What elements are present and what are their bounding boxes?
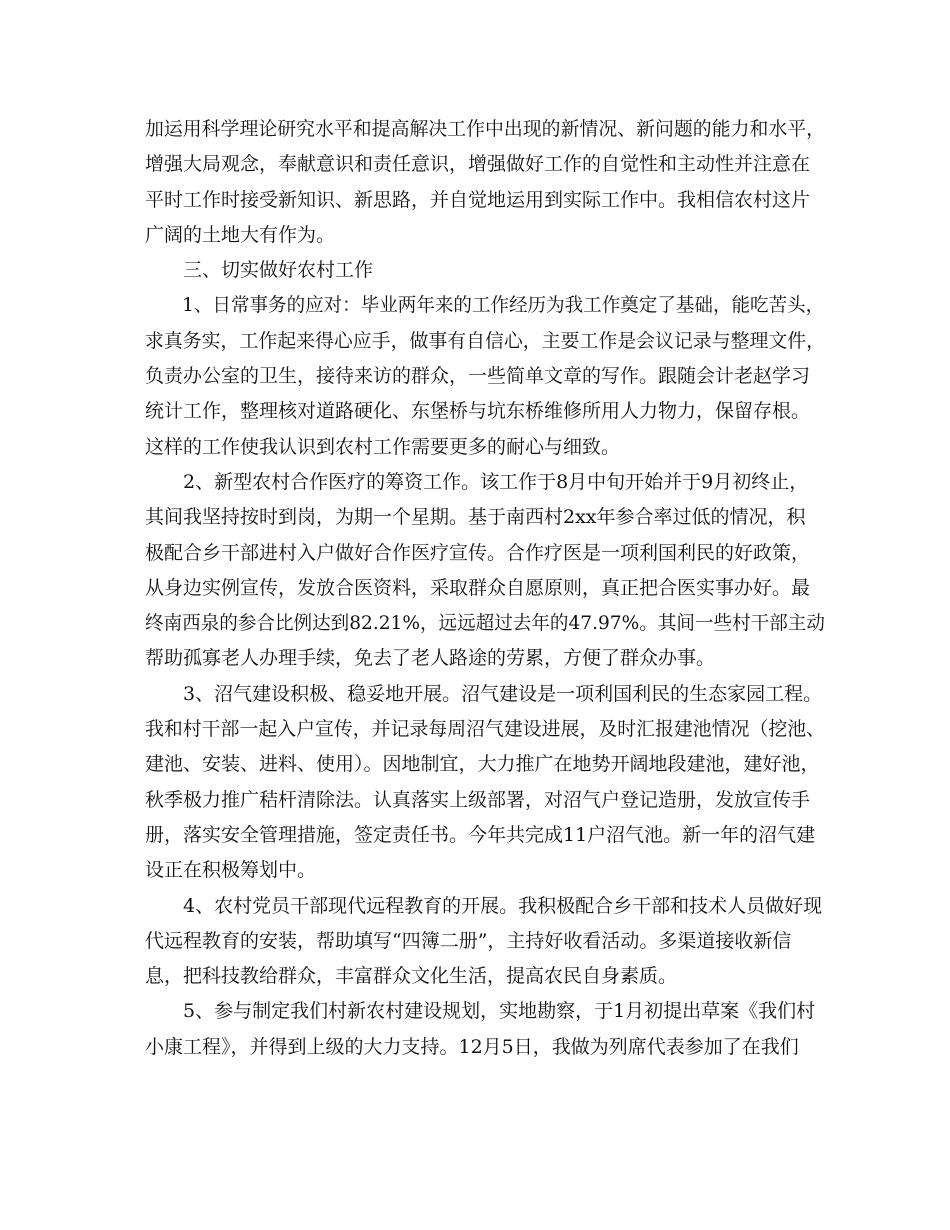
text-line: 终南西泉的参合比例达到82.21%，远远超过去年的47.97%。其间一些村干部主动 <box>145 612 825 635</box>
text-line: 3、沼气建设积极、稳妥地开展。沼气建设是一项利国利民的生态家园工程。 <box>183 682 823 705</box>
text-line: 1、日常事务的应对：毕业两年来的工作经历为我工作奠定了基础，能吃苦头， <box>182 294 825 317</box>
text-line: 4、农村党员干部现代远程教育的开展。我积极配合乡干部和技术人员做好现 <box>183 894 823 917</box>
text-line: 统计工作，整理核对道路硬化、东堡桥与坑东桥维修所用人力物力，保留存根。 <box>145 400 811 423</box>
text-line: 从身边实例宣传，发放合医资料，采取群众自愿原则，真正把合医实事办好。最 <box>145 576 811 599</box>
text-line: 代远程教育的安装，帮助填写“四簿二册”，主持好收看活动。多渠道接收新信 <box>145 929 792 952</box>
text-line: 设正在积极筹划中。 <box>145 859 317 882</box>
text-line: 5、参与制定我们村新农村建设规划，实地勘察，于1月初提出草案《我们村 <box>183 1000 816 1023</box>
text-line: 这样的工作使我认识到农村工作需要更多的耐心与细致。 <box>145 435 621 458</box>
text-line: 我和村干部一起入户宣传，并记录每周沼气建设进展，及时汇报建池情况（挖池、 <box>145 718 826 741</box>
text-line: 求真务实，工作起来得心应手，做事有自信心，主要工作是会议记录与整理文件， <box>145 329 826 352</box>
text-line: 帮助孤寡老人办理手续，免去了老人路途的劳累，方便了群众办事。 <box>145 647 716 670</box>
text-line: 极配合乡干部进村入户做好合作医疗宣传。合作疗医是一项利国利民的好政策， <box>145 541 811 564</box>
text-line: 其间我坚持按时到岗，为期一个星期。基于南西村2xx年参合率过低的情况，积 <box>145 506 806 529</box>
text-line: 建池、安装、进料、使用）。因地制宜，大力推广在地势开阔地段建池，建好池， <box>145 753 820 776</box>
text-line: 三、切实做好农村工作 <box>183 259 374 282</box>
text-line: 册，落实安全管理措施，签定责任书。今年共完成11户沼气池。新一年的沼气建 <box>145 823 816 846</box>
text-line: 小康工程》，并得到上级的大力支持。12月5日，我做为列席代表参加了在我们 <box>145 1035 799 1058</box>
text-line: 秋季极力推广秸杆清除法。认真落实上级部署，对沼气户登记造册，发放宣传手 <box>145 788 811 811</box>
text-line: 广阔的土地大有作为。 <box>145 223 336 246</box>
text-line: 负责办公室的卫生，接待来访的群众，一些简单文章的写作。跟随会计老赵学习 <box>145 365 811 388</box>
document-body <box>145 112 825 1065</box>
text-line: 增强大局观念，奉献意识和责任意识，增强做好工作的自觉性和主动性并注意在 <box>145 153 811 176</box>
text-line: 息，把科技教给群众，丰富群众文化生活，提高农民自身素质。 <box>145 965 678 988</box>
text-line: 平时工作时接受新知识、新思路，并自觉地运用到实际工作中。我相信农村这片 <box>145 188 811 211</box>
text-line: 加运用科学理论研究水平和提高解决工作中出现的新情况、新问题的能力和水平， <box>145 118 826 140</box>
text-line: 2、新型农村合作医疗的筹资工作。该工作于8月中旬开始并于9月初终止， <box>183 470 809 493</box>
